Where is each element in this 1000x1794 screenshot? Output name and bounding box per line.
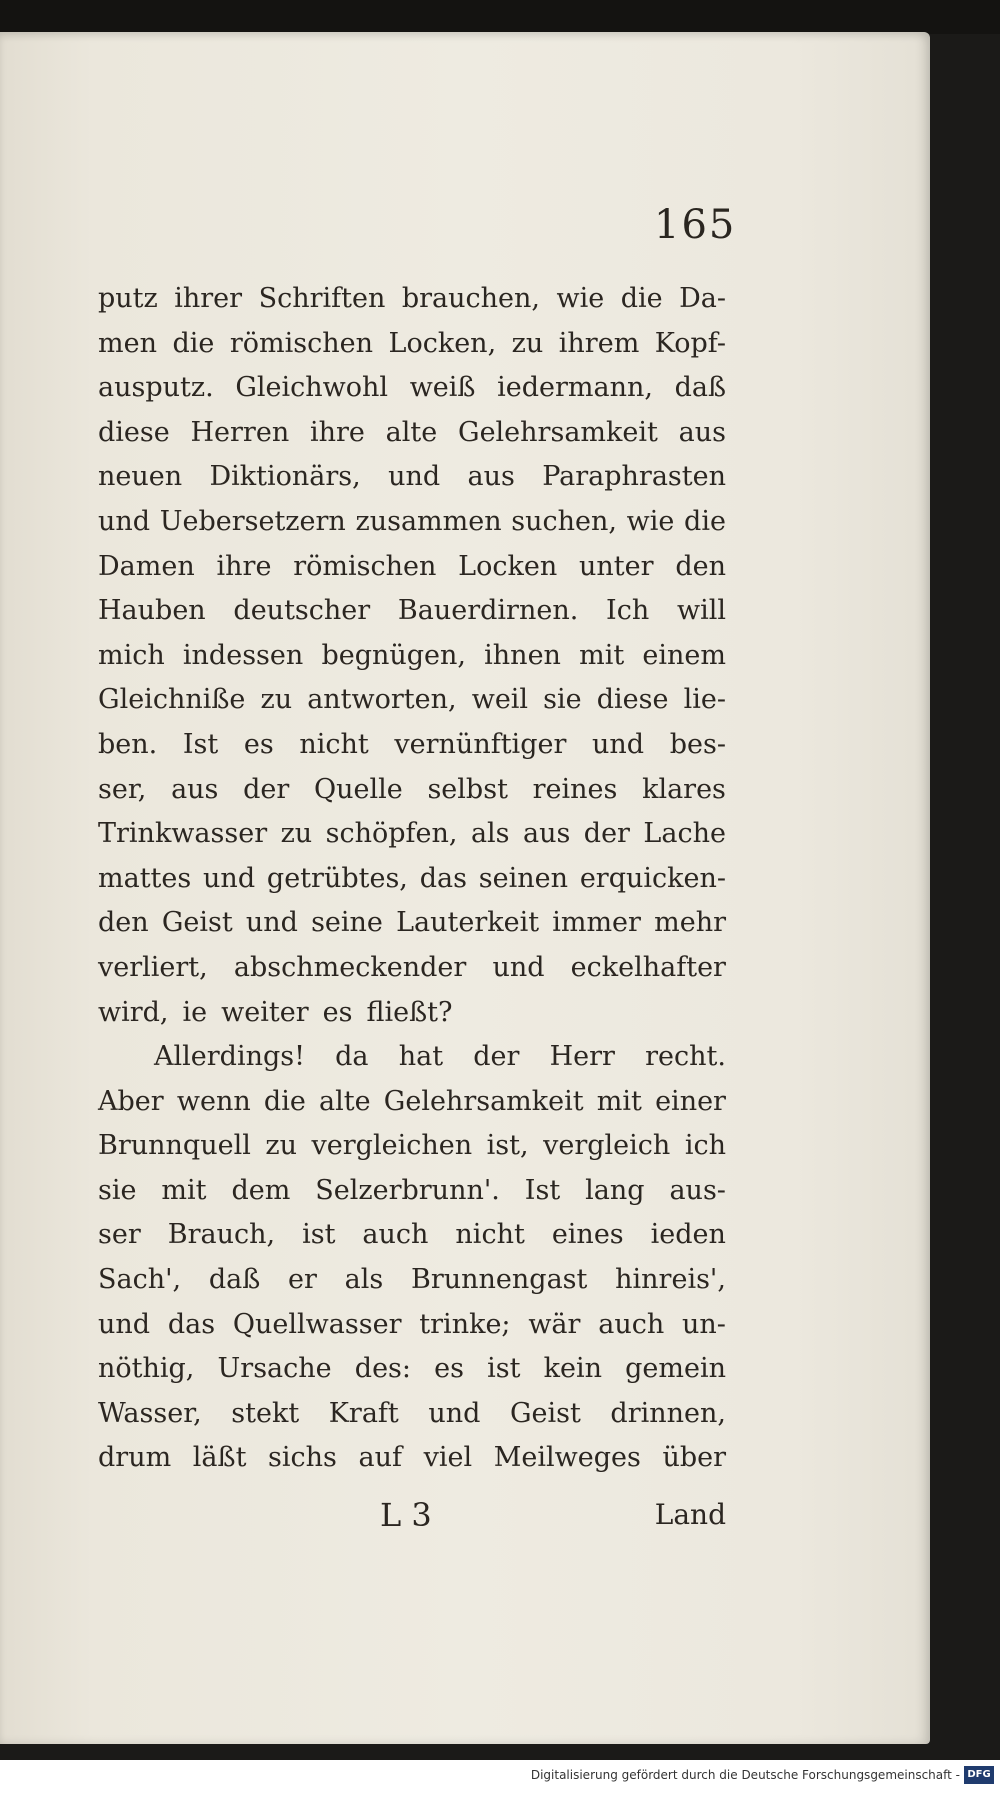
word: gemein <box>625 1353 726 1385</box>
word: vergleichen <box>311 1130 473 1162</box>
word: vernünftiger <box>394 728 567 760</box>
word: bes- <box>669 728 726 760</box>
word: daß <box>208 1264 261 1296</box>
word: die <box>263 1085 306 1117</box>
word: ausputz. <box>98 372 214 404</box>
word: er <box>288 1264 317 1296</box>
word: den <box>98 907 149 939</box>
word: reines <box>532 773 618 805</box>
word: ie <box>182 996 208 1028</box>
word: Wasser, <box>98 1397 202 1429</box>
word: nicht <box>455 1219 525 1251</box>
word: Ich <box>606 595 650 627</box>
word: verliert, <box>98 951 208 983</box>
text-line <box>98 366 726 411</box>
word: indessen <box>182 639 304 671</box>
word: recht. <box>645 1041 726 1073</box>
word: diese <box>98 416 170 448</box>
text-line <box>98 322 726 367</box>
text-line <box>98 678 726 723</box>
word: und <box>592 728 645 760</box>
word: mit <box>596 1085 642 1117</box>
word: ist <box>487 1353 521 1385</box>
word: Gelehrsamkeit <box>458 416 658 448</box>
word: einem <box>642 639 726 671</box>
text-line <box>98 589 726 634</box>
word: stekt <box>231 1397 300 1429</box>
word: alte <box>319 1085 371 1117</box>
word: Brauch, <box>167 1219 276 1251</box>
word: als <box>344 1264 384 1296</box>
book-page <box>0 32 930 1744</box>
word: ihre <box>309 416 365 448</box>
text-line <box>98 1258 726 1303</box>
word: die <box>684 505 726 537</box>
word: und <box>203 862 256 894</box>
word: Aber <box>98 1085 164 1117</box>
word: iedermann, <box>497 372 653 404</box>
word: fließt? <box>366 996 453 1028</box>
text-line <box>98 1213 726 1258</box>
word: aus <box>678 416 726 448</box>
body-text <box>98 277 726 1481</box>
text-line <box>98 857 726 902</box>
word: dem <box>231 1174 291 1206</box>
word: seinen <box>478 862 568 894</box>
word: Uebersetzern <box>159 505 346 537</box>
word: Brunnengast <box>411 1264 588 1296</box>
word: mattes <box>98 862 192 894</box>
word: zu <box>280 818 313 850</box>
word: einer <box>655 1085 726 1117</box>
text-line <box>98 1124 726 1169</box>
text-line <box>98 723 726 768</box>
word: nicht <box>299 728 369 760</box>
word: ist <box>302 1219 336 1251</box>
word: lie- <box>683 684 726 716</box>
word: ist, <box>486 1130 529 1162</box>
word: un- <box>682 1308 726 1340</box>
word: Herr <box>549 1041 615 1073</box>
word: erquicken- <box>579 862 726 894</box>
word: römischen <box>293 550 437 582</box>
word: zu <box>265 1130 297 1162</box>
word: Diktionärs, <box>209 461 361 493</box>
word: Hauben <box>98 595 206 627</box>
text-line <box>98 411 726 456</box>
word: das <box>419 862 467 894</box>
text-line <box>98 1080 726 1125</box>
word: sie <box>98 1174 137 1206</box>
text-line <box>98 946 726 991</box>
word: Quellwasser <box>232 1308 402 1340</box>
text-line <box>98 455 726 500</box>
word: mehr <box>654 907 726 939</box>
word: aus- <box>669 1174 726 1206</box>
word: Gleichwohl <box>235 372 389 404</box>
text-line <box>98 1436 726 1481</box>
word: und <box>98 1308 151 1340</box>
word: nöthig, <box>98 1353 195 1385</box>
word: Gelehrsamkeit <box>383 1085 584 1117</box>
word: Bauerdirnen. <box>397 595 579 627</box>
word: aus <box>523 818 571 850</box>
word: ihrem <box>558 327 640 359</box>
word: Quelle <box>313 773 403 805</box>
word: begnügen, <box>321 639 466 671</box>
word: getrübtes, <box>266 862 408 894</box>
word: Trinkwasser <box>98 818 268 850</box>
text-line <box>98 1303 726 1348</box>
word: suchen, <box>511 505 617 537</box>
text-line <box>98 991 726 1036</box>
word: ihre <box>216 550 272 582</box>
text-line <box>98 1169 726 1214</box>
text-line <box>98 901 726 946</box>
word: und <box>428 1397 481 1429</box>
word: Gleichniße <box>98 684 246 716</box>
word: Lache <box>643 818 726 850</box>
word: zu <box>260 684 293 716</box>
word: weiter <box>221 996 309 1028</box>
word: es <box>322 996 353 1028</box>
word: antworten, <box>307 684 457 716</box>
word: Sach', <box>98 1264 182 1296</box>
word: mich <box>98 639 165 671</box>
word: wird, <box>98 996 169 1028</box>
word: wie <box>626 505 675 537</box>
word: und <box>245 907 298 939</box>
word: abschmeckender <box>233 951 467 983</box>
text-line <box>98 768 726 813</box>
page-number: 165 <box>654 202 737 248</box>
word: trinke; <box>419 1308 511 1340</box>
word: ich <box>684 1130 726 1162</box>
word: ser, <box>98 773 147 805</box>
word: Brunnquell <box>98 1130 251 1162</box>
text-line <box>98 1347 726 1392</box>
word: Geist <box>509 1397 581 1429</box>
word: weiß <box>409 372 476 404</box>
word: wie <box>556 283 605 314</box>
word: Lauterkeit <box>396 907 540 939</box>
text-line <box>98 1035 726 1080</box>
word: daß <box>674 372 726 404</box>
word: Geist <box>161 907 233 939</box>
word: Selzerbrunn'. <box>315 1174 500 1206</box>
word: brauchen, <box>401 283 540 314</box>
catchword: Land <box>654 1498 726 1531</box>
word: schöpfen, <box>325 818 458 850</box>
word: Herren <box>190 416 290 448</box>
word: des: <box>354 1353 411 1385</box>
word: über <box>662 1442 726 1474</box>
word: Ursache <box>217 1353 332 1385</box>
word: es <box>243 728 274 760</box>
word: ihrer <box>174 283 243 314</box>
word: klares <box>642 773 726 805</box>
word: römischen <box>229 327 374 359</box>
word: selbst <box>427 773 508 805</box>
word: Damen <box>98 550 195 582</box>
word: eckelhafter <box>570 951 726 983</box>
dfg-logo: DFG <box>964 1766 994 1784</box>
word: die <box>172 327 215 359</box>
text-line <box>98 500 726 545</box>
word: vergleich <box>543 1130 671 1162</box>
word: hinreis', <box>615 1264 726 1296</box>
word: sie <box>543 684 582 716</box>
word: als <box>470 818 510 850</box>
word: aus <box>171 773 219 805</box>
funding-credit: Digitalisierung gefördert durch die Deutsche Forschungsgemeinschaft - <box>530 1768 960 1782</box>
word: und <box>388 461 441 493</box>
word: putz <box>98 283 158 314</box>
word: Da- <box>679 283 726 314</box>
word: Allerdings! <box>154 1041 305 1073</box>
word: men <box>98 327 157 359</box>
text-line <box>98 545 726 590</box>
word: mit <box>579 639 625 671</box>
word: auch <box>362 1219 429 1251</box>
word: Locken, <box>388 327 497 359</box>
word: unter <box>579 550 654 582</box>
word: weil <box>471 684 529 716</box>
credit-bar <box>0 1760 1000 1794</box>
word: mit <box>161 1174 207 1206</box>
word: hat <box>398 1041 444 1073</box>
word: Ist <box>524 1174 561 1206</box>
word: alte <box>385 416 438 448</box>
page-footer <box>98 1490 726 1540</box>
scan-backdrop <box>0 0 1000 34</box>
text-line <box>98 634 726 679</box>
word: der <box>583 818 630 850</box>
word: Kraft <box>328 1397 399 1429</box>
word: ser <box>98 1219 141 1251</box>
word: sichs <box>268 1442 337 1474</box>
word: kein <box>543 1353 602 1385</box>
word: da <box>335 1041 369 1073</box>
signature-mark: L 3 <box>380 1496 432 1534</box>
word: der <box>473 1041 520 1073</box>
word: ben. <box>98 728 158 760</box>
word: ihnen <box>484 639 561 671</box>
word: die <box>620 283 663 314</box>
word: den <box>675 550 726 582</box>
word: deutscher <box>233 595 371 627</box>
word: aus <box>467 461 515 493</box>
word: läßt <box>192 1442 247 1474</box>
word: der <box>243 773 290 805</box>
word: und <box>98 505 151 537</box>
word: Meilweges <box>493 1442 641 1474</box>
word: will <box>676 595 726 627</box>
word: und <box>492 951 545 983</box>
word: auch <box>598 1308 665 1340</box>
word: eines <box>551 1219 624 1251</box>
word: Ist <box>182 728 219 760</box>
word: ieden <box>650 1219 726 1251</box>
word: immer <box>552 907 641 939</box>
word: Schriften <box>258 283 386 314</box>
word: wär <box>528 1308 581 1340</box>
word: auf <box>358 1442 402 1474</box>
word: neuen <box>98 461 183 493</box>
word: seine <box>311 907 383 939</box>
word: drinnen, <box>610 1397 726 1429</box>
word: lang <box>585 1174 645 1206</box>
word: Kopf- <box>654 327 726 359</box>
text-line <box>98 277 726 322</box>
word: es <box>434 1353 464 1385</box>
text-line <box>98 1392 726 1437</box>
text-line <box>98 812 726 857</box>
word: Locken <box>458 550 558 582</box>
word: diese <box>596 684 669 716</box>
word: drum <box>98 1442 172 1474</box>
word: wenn <box>176 1085 251 1117</box>
word: das <box>167 1308 216 1340</box>
word: zu <box>511 327 544 359</box>
word: zusammen <box>355 505 502 537</box>
word: Paraphrasten <box>542 461 726 493</box>
word: viel <box>423 1442 473 1474</box>
